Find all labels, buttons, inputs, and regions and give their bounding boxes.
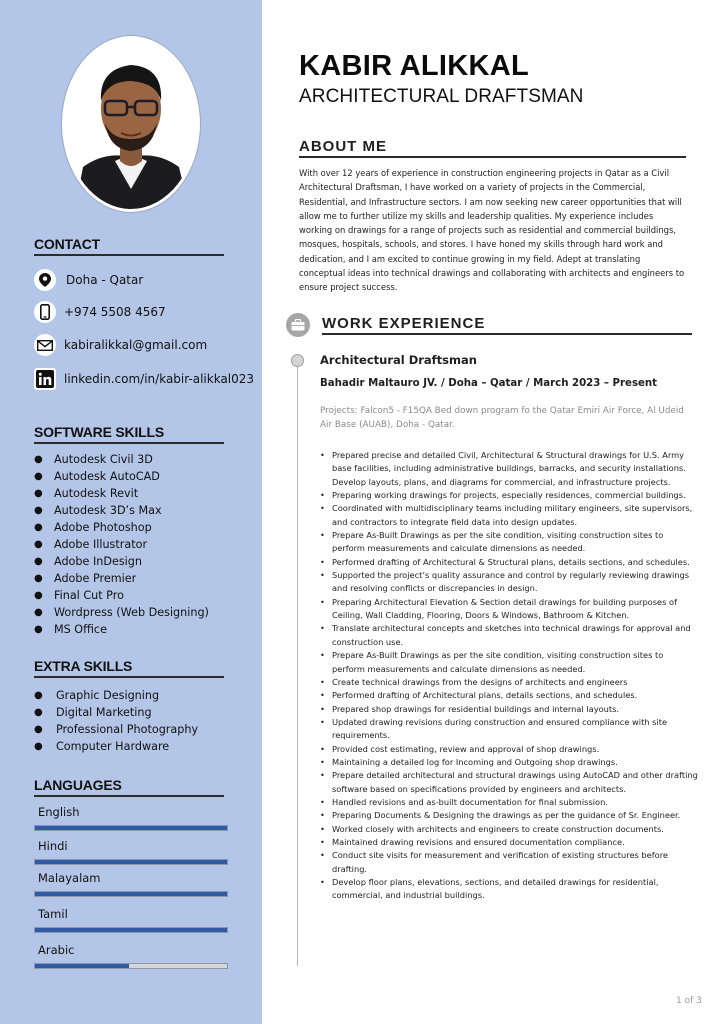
list-item: • Preparing working drawings for projects, especially residences, commercial buildings. bbox=[320, 489, 698, 502]
list-item: • Provided cost estimating, review and approval of shop drawings. bbox=[320, 743, 698, 756]
contact-phone bbox=[34, 300, 166, 324]
job-title: Architectural Draftsman bbox=[320, 353, 477, 367]
job-company: Bahadir Maltauro JV. / Doha – Qatar / March 2023 – Present bbox=[320, 378, 658, 389]
about-text: With over 12 years of experience in construction engineering projects in Qatar as a Civil Architectural Draftsman, I have worked on a variety of projects in the Commercial, Residential, and Infrastructure sectors. I am now seeking new career opportunities that will allow me to further utilize my skills and leadership qualities. My experience includes working on drawings for a range of projects such as residential and commercial buildings, mosques, hospitals, schools, and stores. I have honed my skills through hard work and dedication, and I am excited to continue growing in my field. Adept at translating conceptual ideas into technical drawings and collaborating with architects and engineers to ensure project success. bbox=[299, 168, 685, 293]
languages-heading: LANGUAGES bbox=[34, 777, 224, 797]
email-icon bbox=[34, 334, 56, 356]
language-name: English bbox=[38, 805, 80, 819]
list-item: • Coordinated with multidisciplinary teams including military engineers, site supervisors, and contractors to integrate field data into design updates. bbox=[320, 502, 698, 529]
list-item: • Prepare As-Built Drawings as per the site condition, visiting construction sites to perform measurements and calculate dimensions as needed. bbox=[320, 529, 698, 556]
contact-linkedin bbox=[34, 367, 254, 391]
language-level-bar bbox=[34, 859, 228, 865]
list-item: ● Adobe Premier bbox=[34, 572, 137, 585]
contact-location bbox=[34, 268, 143, 292]
list-item: • Preparing Architectural Elevation & Section detail drawings for building purposes of Ceiling, Wall Cladding, Flooring, Doors & Windows, Bathroom & Kitchen. bbox=[320, 596, 698, 623]
candidate-role: ARCHITECTURAL DRAFTSMAN bbox=[299, 86, 584, 107]
work-experience-header bbox=[286, 312, 691, 338]
list-item: • Prepare As-Built Drawings as per the site condition, visiting construction sites to perform measurements and calculate dimensions as needed. bbox=[320, 649, 698, 676]
language-level-bar bbox=[34, 891, 228, 897]
list-item: ● Digital Marketing bbox=[34, 706, 152, 719]
language-name: Tamil bbox=[38, 907, 68, 921]
list-item: • Develop floor plans, elevations, sections, and detailed drawings for residential, commercial, and industrial buildings. bbox=[320, 876, 698, 903]
list-item: • Preparing Documents & Designing the drawings as per the guidance of Sr. Engineer. bbox=[320, 809, 698, 822]
language-name: Malayalam bbox=[38, 871, 101, 885]
list-item: • Worked closely with architects and engineers to create construction documents. bbox=[320, 823, 698, 836]
phone-icon bbox=[34, 301, 56, 323]
list-item: • Maintained drawing revisions and ensured documentation compliance. bbox=[320, 836, 698, 849]
list-item: • Supported the project’s quality assurance and control by regularly reviewing drawings and resolving conflicts or discrepancies in design. bbox=[320, 569, 698, 596]
list-item: ● Autodesk Civil 3D bbox=[34, 453, 153, 466]
contact-linkedin-text[interactable]: linkedin.com/in/kabir-alikkal023 bbox=[64, 372, 255, 386]
candidate-name: KABIR ALIKKAL bbox=[299, 50, 529, 82]
sidebar bbox=[0, 0, 262, 1024]
profile-photo bbox=[62, 36, 200, 212]
list-item: ● Graphic Designing bbox=[34, 689, 160, 702]
list-item: • Updated drawing revisions during construction and ensured compliance with site requirements. bbox=[320, 716, 698, 743]
language-level-bar bbox=[34, 963, 228, 969]
language-hindi bbox=[34, 839, 228, 857]
list-item: • Create technical drawings from the designs of architects and engineers bbox=[320, 676, 698, 689]
about-heading: ABOUT ME bbox=[299, 138, 686, 158]
job-projects: Projects: Falcon5 - F15QA Bed down program fo the Qatar Emiri Air Force, Al Udeid Air Base (AUAB), Doha - Qatar. bbox=[320, 406, 684, 430]
list-item: ● Autodesk AutoCAD bbox=[34, 470, 160, 483]
software-skills-heading: SOFTWARE SKILLS bbox=[34, 424, 224, 444]
contact-phone-text: +974 5508 4567 bbox=[64, 305, 166, 319]
timeline-line bbox=[297, 366, 298, 966]
contact-email bbox=[34, 333, 207, 357]
list-item: • Performed drafting of Architectural & Structural plans, details sections, and schedules. bbox=[320, 556, 698, 569]
list-item: ● Professional Photography bbox=[34, 723, 199, 736]
linkedin-icon bbox=[34, 368, 56, 390]
list-item: • Maintaining a detailed log for Incoming and Outgoing shop drawings. bbox=[320, 756, 698, 769]
list-item: ● MS Office bbox=[34, 623, 107, 636]
list-item: • Prepared precise and detailed Civil, Architectural & Structural drawings for U.S. Army base facilities, including administrative buildings, barracks, and security installations. Develop layouts, plans, and diagrams for commercial, and infrastructure projects. bbox=[320, 449, 698, 489]
contact-heading: CONTACT bbox=[34, 236, 224, 256]
language-name: Arabic bbox=[38, 943, 75, 957]
list-item: • Conduct site visits for measurement and verification of existing structures before drafting. bbox=[320, 849, 698, 876]
list-item: • Handled revisions and as-built documentation for final submission. bbox=[320, 796, 698, 809]
list-item: ● Adobe InDesign bbox=[34, 555, 142, 568]
work-experience-heading: WORK EXPERIENCE bbox=[322, 315, 692, 335]
list-item: ● Autodesk 3D’s Max bbox=[34, 504, 162, 517]
software-skills-list bbox=[34, 451, 209, 638]
briefcase-icon bbox=[286, 313, 310, 337]
list-item: ● Wordpress (Web Designing) bbox=[34, 606, 209, 619]
list-item: • Translate architectural concepts and sketches into technical drawings for approval and construction use. bbox=[320, 622, 698, 649]
extra-skills-heading: EXTRA SKILLS bbox=[34, 658, 224, 678]
timeline-dot bbox=[291, 354, 304, 367]
list-item: ● Final Cut Pro bbox=[34, 589, 124, 602]
list-item: • Prepare detailed architectural and structural drawings using AutoCAD and other drafting software based on specifications provided by engineers and architects. bbox=[320, 769, 698, 796]
list-item: • Prepared shop drawings for residential buildings and internal layouts. bbox=[320, 703, 698, 716]
language-tamil bbox=[34, 907, 228, 925]
list-item: • Performed drafting of Architectural plans, details sections, and schedules. bbox=[320, 689, 698, 702]
contact-location-text: Doha - Qatar bbox=[66, 273, 144, 287]
list-item: ● Autodesk Revit bbox=[34, 487, 139, 500]
language-arabic bbox=[34, 943, 228, 961]
language-malayalam bbox=[34, 871, 228, 889]
language-english bbox=[34, 805, 228, 823]
job-duties-list bbox=[320, 449, 698, 903]
language-level-bar bbox=[34, 825, 228, 831]
list-item: ● Adobe Illustrator bbox=[34, 538, 148, 551]
language-level-bar bbox=[34, 927, 228, 933]
language-name: Hindi bbox=[38, 839, 68, 853]
extra-skills-list bbox=[34, 687, 198, 755]
list-item: ● Computer Hardware bbox=[34, 740, 170, 753]
location-pin-icon bbox=[34, 269, 56, 291]
list-item: ● Adobe Photoshop bbox=[34, 521, 152, 534]
page-number: 1 of 3 bbox=[676, 996, 702, 1006]
contact-email-text[interactable]: kabiralikkal@gmail.com bbox=[64, 338, 208, 352]
